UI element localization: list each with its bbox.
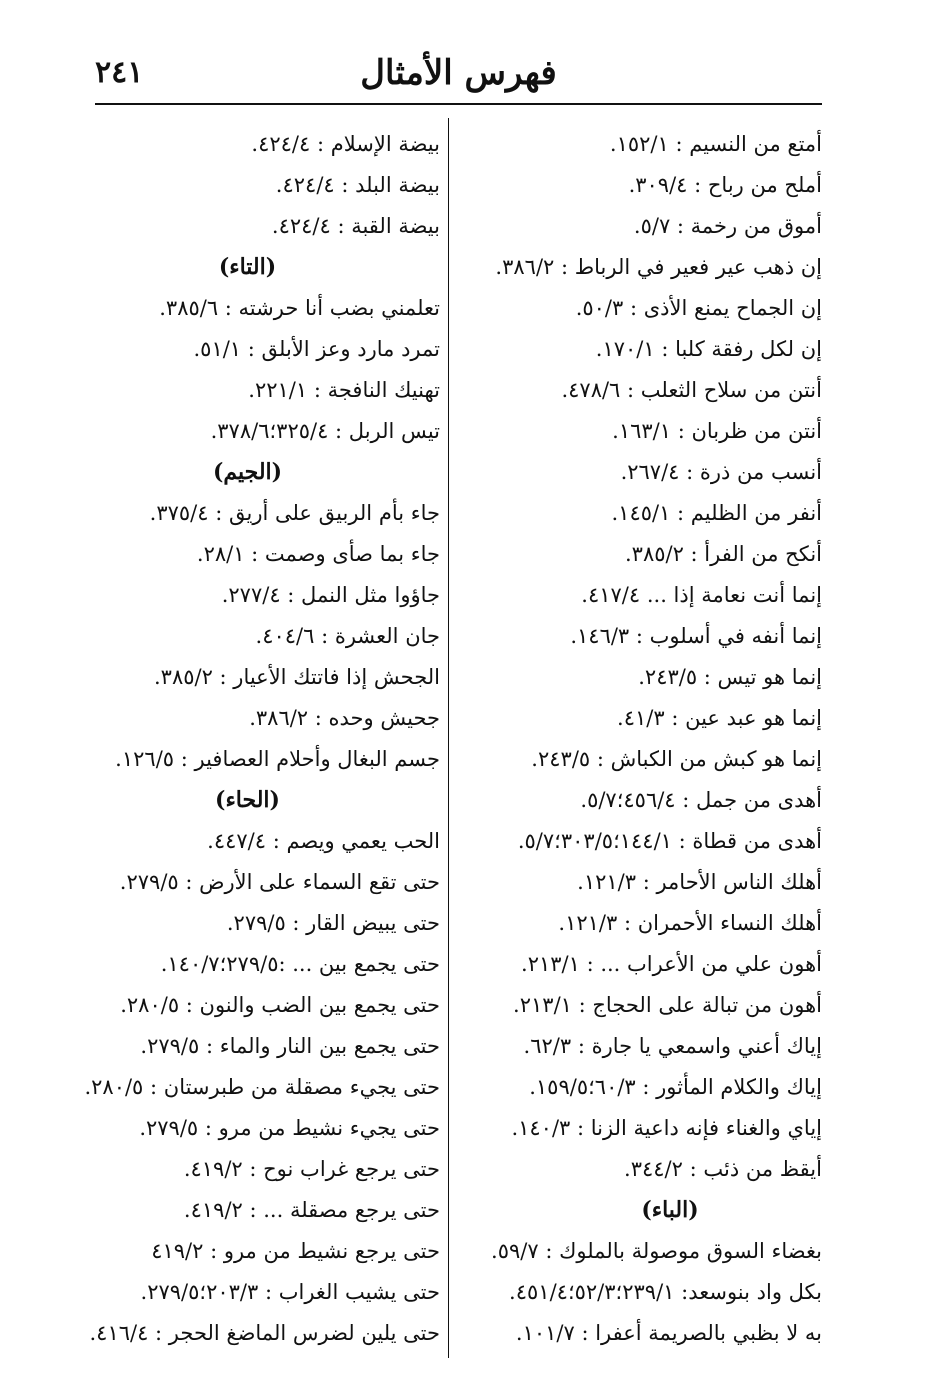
index-entry: حتى يشيب الغراب : ٢٠٣/٣؛٢٧٩/٥. bbox=[140, 1280, 440, 1304]
index-entry: جاء بأم الربيق على أريق : ٣٧٥/٤. bbox=[149, 501, 440, 525]
page-number: ٢٤١ bbox=[95, 55, 144, 90]
index-entry: حتى يجمع بين الضب والنون : ٢٨٠/٥. bbox=[120, 993, 440, 1017]
index-entry: بكل واد بنوسعد: ٢٣٩/١؛٥٢/٣؛٤٥١/٤. bbox=[509, 1280, 822, 1304]
index-entry: حتى يبيض القار : ٢٧٩/٥. bbox=[226, 911, 440, 935]
section-heading: (الحاء) bbox=[215, 787, 280, 813]
index-entry: أنفر من الظليم : ١٤٥/١. bbox=[611, 501, 822, 525]
index-entry: أهدى من جمل : ٤٥٦/٤؛٥/٧. bbox=[580, 788, 822, 812]
index-entry: بيضة الإسلام : ٤٢٤/٤. bbox=[251, 132, 440, 156]
index-entry: إنما هو عبد عين : ٤١/٣. bbox=[617, 706, 822, 730]
index-entry: بغضاء السوق موصولة بالملوك : ٥٩/٧. bbox=[491, 1239, 822, 1263]
index-entry: أنتن من سلاح الثعلب : ٤٧٨/٦. bbox=[561, 378, 822, 402]
page-header bbox=[95, 55, 822, 105]
index-entry: أنتن من ظربان : ١٦٣/١. bbox=[612, 419, 822, 443]
index-entry: أيقظ من ذئب : ٣٤٤/٢. bbox=[624, 1157, 822, 1181]
index-entry: أنسب من ذرة : ٢٦٧/٤. bbox=[620, 460, 822, 484]
index-entry: أهون علي من الأعراب ... : ٢١٣/١. bbox=[521, 952, 822, 976]
index-entry: إنما أنفه في أسلوب : ١٤٦/٣. bbox=[570, 624, 822, 648]
page-title: فهرس الأمثال bbox=[360, 53, 557, 93]
index-entry: تهنيك النافجة : ٢٢١/١. bbox=[248, 378, 440, 402]
index-entry: الجحش إذا فاتتك الأعيار : ٣٨٥/٢. bbox=[153, 665, 440, 689]
index-entry: إياي والغناء فإنه داعية الزنا : ١٤٠/٣. bbox=[511, 1116, 822, 1140]
header-rule bbox=[95, 103, 822, 105]
index-entry: بيضة القبة : ٤٢٤/٤. bbox=[271, 214, 440, 238]
right-column bbox=[458, 124, 822, 1354]
index-entry: أنكح من الفرأ : ٣٨٥/٢. bbox=[624, 542, 822, 566]
index-entry: إنما هو كبش من الكباش : ٢٤٣/٥. bbox=[531, 747, 822, 771]
index-entry: حتى تقع السماء على الأرض : ٢٧٩/٥. bbox=[119, 870, 440, 894]
column-divider bbox=[448, 118, 449, 1358]
index-entry: أمتع من النسيم : ١٥٢/١. bbox=[609, 132, 822, 156]
index-entry: حتى يجيء مصقلة من طبرستان : ٢٨٠/٥. bbox=[84, 1075, 440, 1099]
index-entry: إن لكل رفقة كلبا : ١٧٠/١. bbox=[595, 337, 822, 361]
index-entry: تيس الربل : ٣٢٥/٤؛٣٧٨/٦. bbox=[210, 419, 440, 443]
index-entry: أهلك الناس الأحامر : ١٢١/٣. bbox=[577, 870, 822, 894]
index-entry: به لا بظبي بالصريمة أعفرا : ١٠١/٧. bbox=[515, 1321, 822, 1345]
index-entry: إنما أنت نعامة إذا ... ٤١٧/٤. bbox=[581, 583, 822, 607]
left-column bbox=[84, 124, 440, 1354]
index-entry: أملح من رباح : ٣٠٩/٤. bbox=[628, 173, 822, 197]
index-entry: حتى يجمع بين النار والماء : ٢٧٩/٥. bbox=[140, 1034, 440, 1058]
index-entry: أهون من تبالة على الحجاج : ٢١٣/١. bbox=[513, 993, 822, 1017]
index-entry: جسم البغال وأحلام العصافير : ١٢٦/٥. bbox=[115, 747, 440, 771]
index-entry: أهلك النساء الأحمران : ١٢١/٣. bbox=[558, 911, 822, 935]
index-entry: أموق من رخمة : ٥/٧. bbox=[633, 214, 822, 238]
index-entry: حتى يلين لضرس الماضغ الحجر : ٤١٦/٤. bbox=[89, 1321, 440, 1345]
index-entry: إنما هو تيس : ٢٤٣/٥. bbox=[638, 665, 822, 689]
index-entry: حتى يرجع نشيط من مرو : ٤١٩/٢ bbox=[151, 1239, 440, 1263]
index-entry: بيضة البلد : ٤٢٤/٤. bbox=[275, 173, 440, 197]
index-entry: حتى يرجع مصقلة ... : ٤١٩/٢. bbox=[183, 1198, 440, 1222]
index-entry: جحيش وحده : ٣٨٦/٢. bbox=[249, 706, 440, 730]
index-entry: جاؤوا مثل النمل : ٢٧٧/٤. bbox=[221, 583, 440, 607]
index-entry: إياك والكلام المأثور : ٦٠/٣؛١٥٩/٥. bbox=[529, 1075, 822, 1099]
index-entry: أهدى من قطاة : ١٤٤/١؛٣٠٣/٥؛٥/٧. bbox=[517, 829, 822, 853]
section-heading: (التاء) bbox=[218, 254, 277, 280]
index-entry: إن ذهب عير فعير في الرباط : ٣٨٦/٢. bbox=[495, 255, 822, 279]
index-entry: حتى يجيء نشيط من مرو : ٢٧٩/٥. bbox=[139, 1116, 440, 1140]
index-entry: إن الجماح يمنع الأذى : ٥٠/٣. bbox=[575, 296, 822, 320]
section-heading: (الجيم) bbox=[212, 459, 283, 485]
index-entry: حتى يرجع غراب نوح : ٤١٩/٢. bbox=[183, 1157, 440, 1181]
index-entry: إياك أعني واسمعي يا جارة : ٦٢/٣. bbox=[523, 1034, 822, 1058]
index-entry: تعلمني بضب أنا حرشته : ٣٨٥/٦. bbox=[159, 296, 440, 320]
index-entry: جاء بما صأى وصمت : ٢٨/١. bbox=[196, 542, 440, 566]
index-entry: الحب يعمي ويصم : ٤٤٧/٤. bbox=[207, 829, 440, 853]
index-entry: جان العشرة : ٤٠٤/٦. bbox=[255, 624, 440, 648]
section-heading: (الباء) bbox=[641, 1197, 699, 1223]
index-entry: حتى يجمع بين ... :٢٧٩/٥؛١٤٠/٧. bbox=[160, 952, 440, 976]
index-entry: تمرد مارد وعز الأبلق : ٥١/١. bbox=[193, 337, 440, 361]
